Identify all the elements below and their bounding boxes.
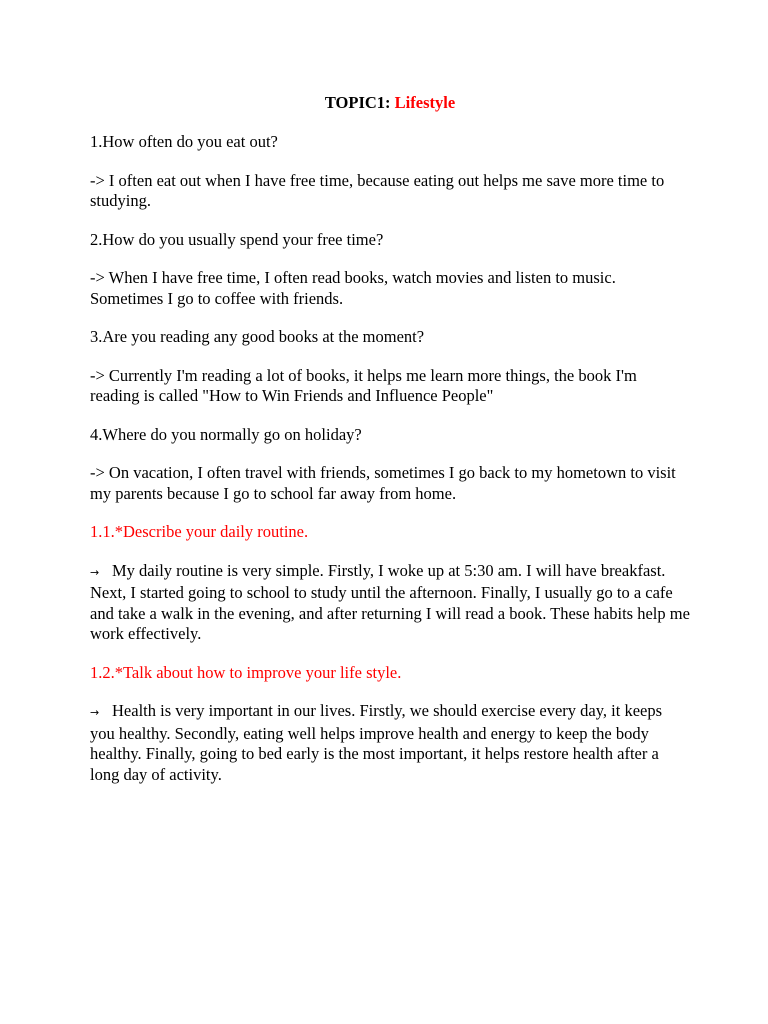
arrow-right-icon: → (90, 565, 100, 579)
task-prompt-1: 1.1.*Describe your daily routine. (90, 522, 309, 541)
task-answer-2 (90, 701, 690, 785)
document-page (90, 92, 690, 803)
task-answer-1-text: My daily routine is very simple. Firstly, I woke up at 5:30 am. I will have breakfast. Next, I started going to school to study until the afternoon. Finally, I usually go to a cafe and take a walk in the evening, and after returning I will read a book. These habits help me work effectively. (90, 560, 690, 643)
question-2: 2.How do you usually spend your free time? (90, 229, 384, 249)
question-4: 4.Where do you normally go on holiday? (90, 424, 362, 444)
task-prompt-2: 1.2.*Talk about how to improve your life style. (90, 662, 402, 682)
topic-title-prefix: TOPIC1: (324, 93, 395, 112)
answer-4: -> On vacation, I often travel with friends, sometimes I go back to my hometown to visit my parents because I go to school far away from home. (90, 463, 676, 503)
answer-2: -> When I have free time, I often read books, watch movies and listen to music. Sometimes I go to coffee with friends. (90, 268, 616, 308)
answer-3: -> Currently I'm reading a lot of books, it helps me learn more things, the book I'm reading is called "How to Win Friends and Influence People" (90, 365, 637, 405)
task-answer-2-text: Health is very important in our lives. Firstly, we should exercise every day, it keeps you healthy. Secondly, eating well helps improve health and energy to keep the body healthy. Finally, going to bed early is the most important, it helps restore health after a long day of activity. (90, 701, 663, 784)
topic-title (90, 92, 690, 114)
answer-1: -> I often eat out when I have free time, because eating out helps me save more time to studying. (90, 170, 665, 210)
arrow-right-icon: → (90, 706, 100, 719)
question-3: 3.Are you reading any good books at the moment? (90, 327, 425, 346)
task-answer-1 (90, 561, 690, 645)
question-1: 1.How often do you eat out? (90, 132, 278, 151)
topic-title-accent: Lifestyle (394, 93, 456, 112)
